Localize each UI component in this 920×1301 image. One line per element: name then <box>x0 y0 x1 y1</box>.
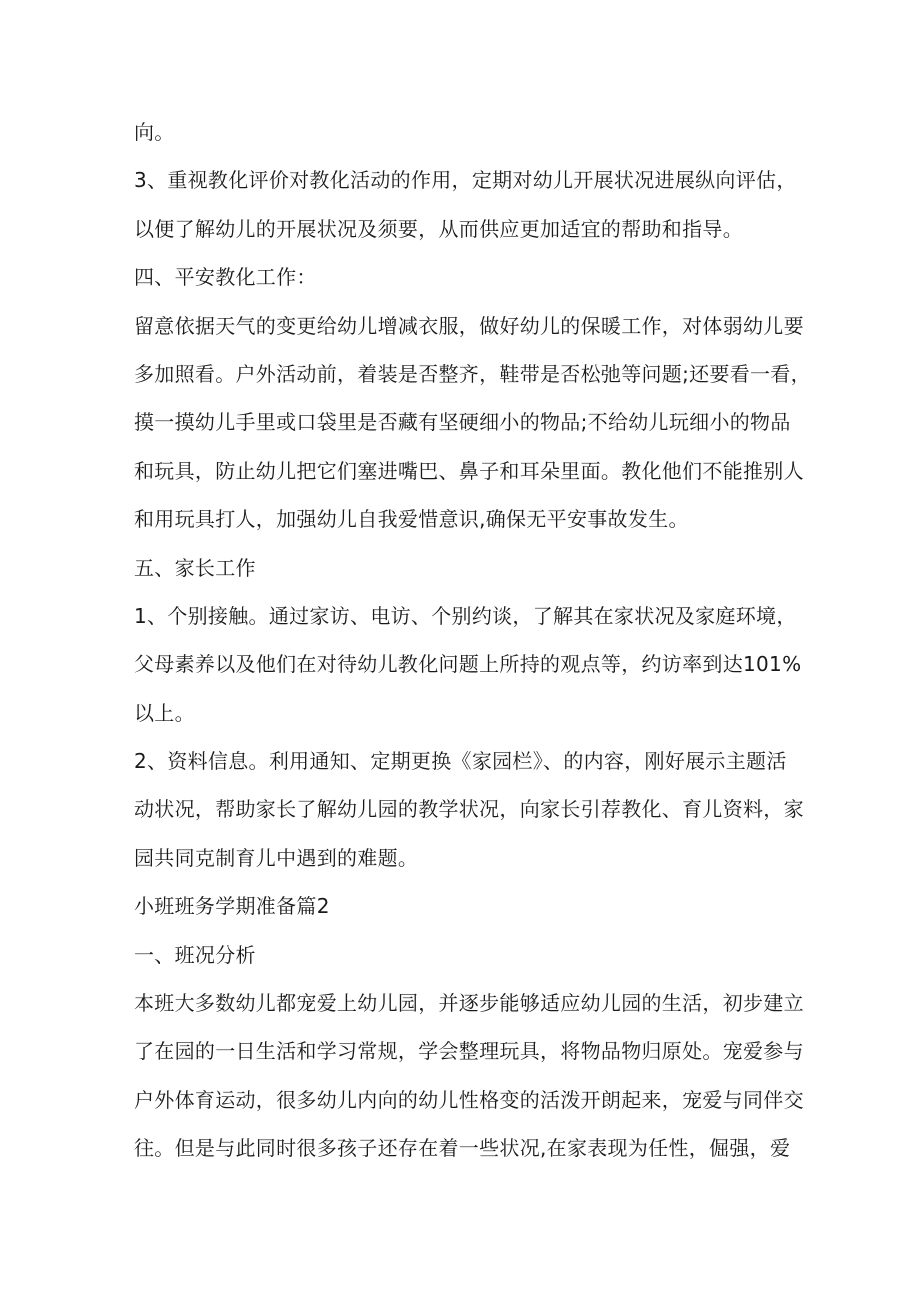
text-line: 以上。 <box>134 700 195 725</box>
article-title: 小班班务学期准备篇2 <box>134 894 330 919</box>
text-line: 2、资料信息。利用通知、定期更换《家园栏》、的内容，刚好展示主题活 <box>134 749 787 774</box>
text-line: 3、重视教化评价对教化活动的作用，定期对幼儿开展状况进展纵向评估， <box>134 168 797 193</box>
text-line: 本班大多数幼儿都宠爱上幼儿园，并逐步能够适应幼儿园的生活，初步建立 <box>134 991 804 1016</box>
text-line: 和用玩具打人，加强幼儿自我爱惜意识,确保无平安事故发生。 <box>134 507 689 532</box>
text-line: 往。但是与此同时很多孩子还存在着一些状况,在家表现为任性，倔强，爱 <box>134 1136 791 1161</box>
text-line: 向。 <box>134 120 175 144</box>
document-body <box>134 108 811 1173</box>
text-line: 多加照看。户外活动前，着装是否整齐，鞋带是否松弛等问题;还要看一看， <box>134 361 811 386</box>
section-heading: 一、班况分析 <box>134 942 256 967</box>
text-line: 1、个别接触。通过家访、电访、个别约谈，了解其在家状况及家庭环境， <box>134 603 797 628</box>
text-line: 摸一摸幼儿手里或口袋里是否藏有坚硬细小的物品;不给幼儿玩细小的物品 <box>134 410 791 435</box>
text-line: 留意依据天气的变更给幼儿增减衣服，做好幼儿的保暖工作，对体弱幼儿要 <box>134 313 804 338</box>
text-line: 动状况，帮助家长了解幼儿园的教学状况，向家长引荐教化、育儿资料，家 <box>134 797 804 822</box>
text-line: 和玩具，防止幼儿把它们塞进嘴巴、鼻子和耳朵里面。教化他们不能推别人 <box>134 458 804 483</box>
text-line: 户外体育运动，很多幼儿内向的幼儿性格变的活泼开朗起来，宠爱与同伴交 <box>134 1087 804 1112</box>
text-line: 园共同克制育儿中遇到的难题。 <box>134 845 419 870</box>
text-line: 了在园的一日生活和学习常规，学会整理玩具，将物品物归原处。宠爱参与 <box>134 1039 804 1064</box>
section-heading: 五、家长工作 <box>134 555 256 580</box>
section-heading: 四、平安教化工作： <box>134 265 317 290</box>
text-line: 父母素养以及他们在对待幼儿教化问题上所持的观点等，约访率到达101% <box>134 652 802 677</box>
text-line: 以便了解幼儿的开展状况及须要，从而供应更加适宜的帮助和指导。 <box>134 216 743 241</box>
